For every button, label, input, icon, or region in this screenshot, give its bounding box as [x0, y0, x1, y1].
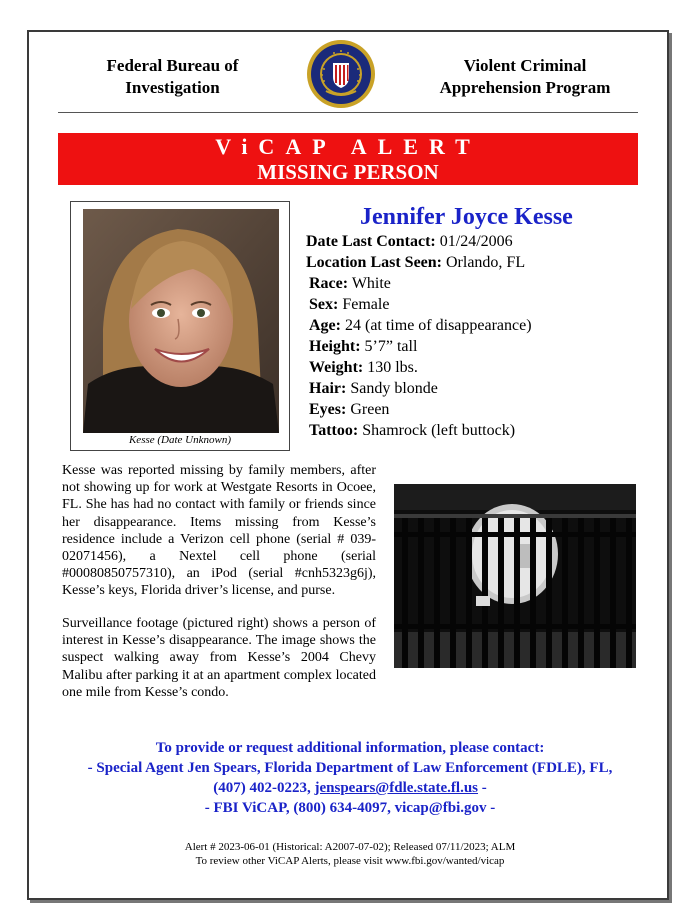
program-name	[405, 55, 645, 99]
detail-age: Age: 24 (at time of disappearance)	[309, 317, 532, 334]
alert-subtitle: MISSING PERSON	[257, 160, 439, 184]
case-description: Kesse was reported missing by family members, after not showing up for work at Westgate Resorts in Ocoee, FL. She has had no contact with family or friends since her disappearance. Items missing from Kesse’s residence include a Verizon cell phone (serial # 039-02071456), a Nextel cell phone (serial #00080850757310), an iPod (serial #cnh5323g6j), Kesse’s keys, Florida driver’s license, and purse.	[62, 463, 376, 599]
detail-date-last-contact: Date Last Contact: 01/24/2006	[306, 233, 513, 250]
website-note: To review other ViCAP Alerts, please visit www.fbi.gov/wanted/vicap	[195, 855, 505, 867]
program-name-line1: Violent Criminal	[463, 56, 587, 75]
detail-location-last-seen: Location Last Seen: Orlando, FL	[306, 254, 526, 271]
program-name-line2: Apprehension Program	[439, 78, 611, 97]
contact-dash: -	[481, 780, 487, 796]
surveillance-description: Surveillance footage (pictured right) shows a person of interest in Kesse’s disappearance. The image shows the suspect walking away from Kesse’s 2004 Chevy Malibu after parking it at an apartment complex located one mile from Kesse’s condo.	[62, 616, 376, 700]
detail-tattoo: Tattoo: Shamrock (left buttock)	[309, 422, 516, 439]
missing-person-photo	[83, 209, 279, 433]
detail-sex: Sex: Female	[309, 296, 390, 313]
alert-title: ViCAP ALERT	[215, 134, 481, 159]
alert-number: Alert # 2023-06-01 (Historical: A2007-07-02); Released 07/11/2023; ALM	[184, 841, 516, 853]
detail-eyes: Eyes: Green	[309, 401, 390, 418]
contact-fbi-vicap: - FBI ViCAP, (800) 634-4097, vicap@fbi.gov -	[204, 800, 496, 816]
detail-hair: Hair: Sandy blonde	[309, 380, 438, 397]
agency-name	[60, 55, 285, 99]
detail-height: Height: 5’7” tall	[309, 338, 418, 355]
person-name: Jennifer Joyce Kesse	[360, 204, 573, 230]
fdle-email-link[interactable]: jenspears@fdle.state.fl.us	[314, 780, 479, 796]
alert-banner	[58, 133, 638, 185]
surveillance-photo	[394, 484, 636, 668]
agency-name-line2: Investigation	[125, 78, 220, 97]
detail-race: Race: White	[309, 275, 391, 292]
contact-fdle-agent: - Special Agent Jen Spears, Florida Department of Law Enforcement (FDLE), FL,	[87, 760, 613, 776]
agency-name-line1: Federal Bureau of	[106, 56, 239, 75]
photo-frame	[70, 201, 290, 451]
contact-heading: To provide or request additional information, please contact:	[155, 740, 545, 756]
photo-caption: Kesse (Date Unknown)	[128, 434, 232, 446]
header-divider	[58, 112, 638, 113]
contact-fdle-phone-email	[60, 778, 640, 798]
fbi-seal-icon	[306, 39, 376, 109]
contact-info	[60, 738, 640, 818]
detail-weight: Weight: 130 lbs.	[309, 359, 418, 376]
fdle-phone: (407) 402-0223,	[213, 780, 311, 796]
footer	[60, 840, 640, 868]
